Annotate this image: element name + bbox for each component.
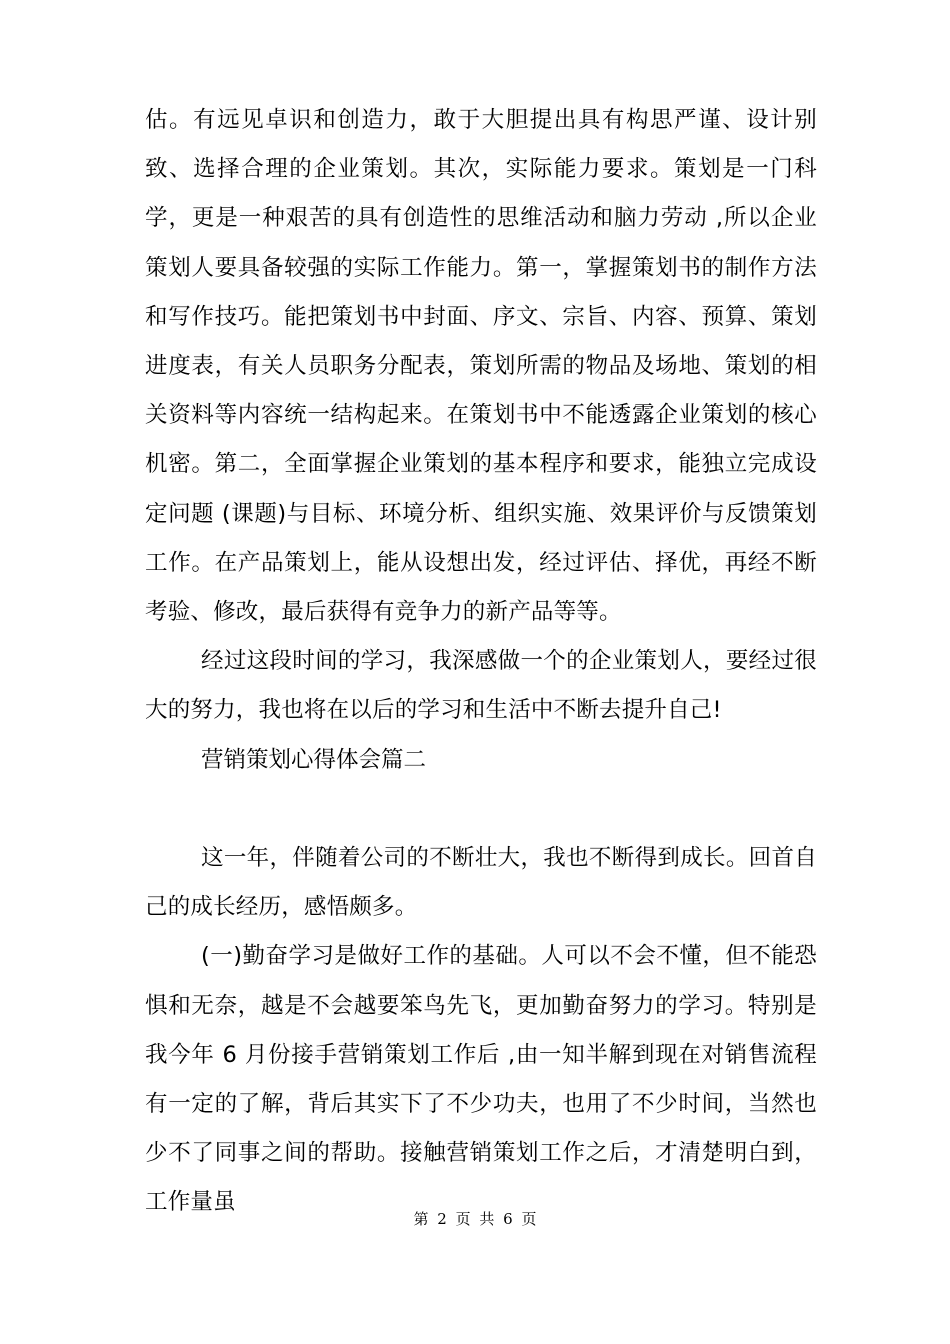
body-paragraph-1: 估。有远见卓识和创造力，敢于大胆提出具有构思严谨、设计别致、选择合理的企业策划。其次，实际能力要求。策划是一门科学，更是一种艰苦的具有创造性的思维活动和脑力劳动 ,所以企业策划人要具备较强的实际工作能力。第一，掌握策划书的制作方法和写作技巧。能把策划书中封面、序文、宗旨、内容、预算、策划进度表，有关人员职务分配表，策划所需的物品及场地、策划的相关资料等内容统一结构起来。在策划书中不能透露企业策划的核心机密。第二，全面掌握企业策划的基本程序和要求，能独立完成设定问题 (课题)与目标、环境分析、组织实施、效果评价与反馈策划工作。在产品策划上，能从设想出发，经过评估、择优，再经不断考验、修改，最后获得有竞争力的新产品等等。 [145, 107, 817, 626]
body-paragraph-4: (一)勤奋学习是做好工作的基础。人可以不会不懂，但不能恐惧和无奈，越是不会越要笨鸟先飞，更加勤奋努力的学习。特别是我今年 6 月份接手营销策划工作后 ,由一知半解到现在对销售流程有一定的了解，背后其实下了不少功夫，也用了不少时间，当然也少不了同事之间的帮助。接触营销策划工作之后，才清楚明白到，工作量虽 [145, 943, 817, 1216]
page-number-footer: 第 2 页 共 6 页 [413, 1210, 537, 1228]
body-paragraph-3: 这一年，伴随着公司的不断壮大，我也不断得到成长。回首自己的成长经历，感悟颇多。 [145, 845, 817, 921]
blank-line [145, 785, 817, 834]
body-paragraph-2: 经过这段时间的学习，我深感做一个的企业策划人，要经过很大的努力，我也将在以后的学习和生活中不断去提升自己! [145, 648, 817, 724]
section-heading: 营销策划心得体会篇二 [201, 746, 427, 773]
document-body [145, 96, 817, 1228]
